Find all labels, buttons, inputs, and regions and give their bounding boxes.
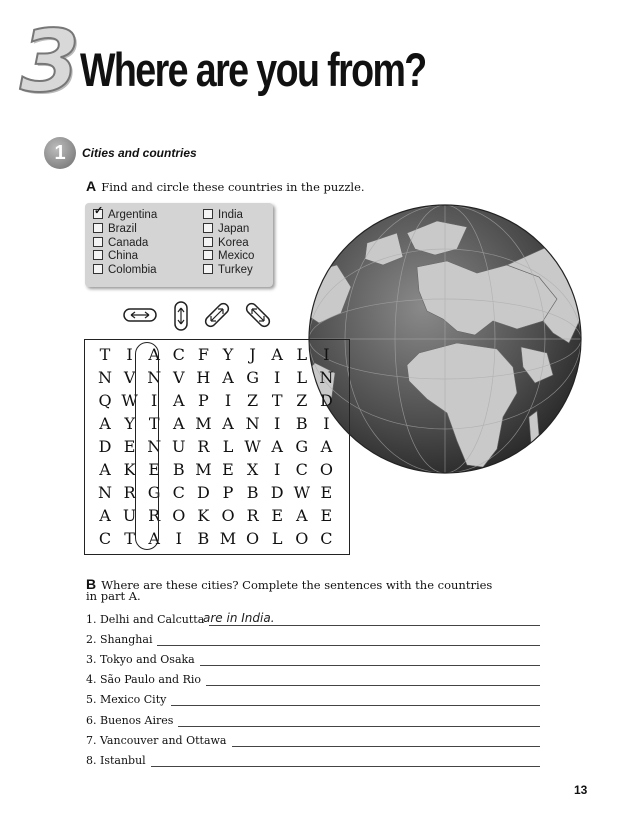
- sentence-prompt: 4. São Paulo and Rio: [86, 673, 201, 687]
- grid-letter[interactable]: Q: [98, 391, 112, 410]
- unit-number: 3: [20, 12, 80, 112]
- checkbox[interactable]: [93, 223, 103, 233]
- sentence-prompt: 8. Istanbul: [86, 753, 146, 767]
- grid-letter[interactable]: N: [147, 368, 162, 387]
- answer-line[interactable]: [178, 726, 540, 727]
- grid-letter[interactable]: A: [173, 391, 185, 410]
- checkbox[interactable]: [203, 237, 213, 247]
- grid-letter[interactable]: V: [123, 368, 136, 387]
- grid-letter[interactable]: R: [123, 483, 136, 502]
- checklist-item-label: Turkey: [218, 264, 253, 277]
- grid-letter[interactable]: I: [274, 414, 281, 433]
- checklist-item[interactable]: [93, 209, 157, 223]
- grid-letter[interactable]: U: [172, 437, 186, 456]
- grid-letter[interactable]: I: [274, 460, 281, 479]
- grid-letter[interactable]: A: [271, 345, 283, 364]
- grid-letter[interactable]: I: [323, 414, 330, 433]
- diagonal-up-arrow-icon: [203, 301, 231, 329]
- grid-letter[interactable]: L: [296, 368, 308, 387]
- checklist-item[interactable]: [203, 237, 254, 251]
- part-b-heading: [86, 574, 492, 593]
- grid-letter[interactable]: B: [172, 460, 185, 479]
- grid-letter[interactable]: G: [246, 368, 259, 387]
- grid-letter[interactable]: N: [245, 414, 260, 433]
- checklist-item-label: Brazil: [108, 222, 137, 235]
- grid-letter[interactable]: B: [295, 414, 308, 433]
- checkbox[interactable]: [203, 223, 213, 233]
- grid-letter[interactable]: J: [249, 345, 256, 364]
- grid-letter[interactable]: M: [195, 460, 212, 479]
- word-search-puzzle: [84, 339, 350, 555]
- checkbox[interactable]: [93, 237, 103, 247]
- checklist-item[interactable]: [93, 237, 157, 251]
- grid-letter[interactable]: A: [99, 414, 111, 433]
- grid-letter[interactable]: P: [222, 483, 234, 502]
- checklist-item[interactable]: [93, 250, 157, 264]
- grid-letter[interactable]: L: [222, 437, 234, 456]
- grid-letter[interactable]: I: [126, 345, 133, 364]
- sentence-prompt: 2. Shanghai: [86, 633, 153, 647]
- grid-letter[interactable]: W: [244, 437, 261, 456]
- checklist-item[interactable]: [203, 223, 254, 237]
- grid-letter[interactable]: A: [296, 506, 308, 525]
- grid-letter[interactable]: E: [123, 437, 136, 456]
- grid-letter[interactable]: Z: [247, 391, 259, 410]
- grid-letter[interactable]: G: [147, 483, 161, 502]
- grid-letter[interactable]: I: [175, 529, 182, 548]
- grid-letter[interactable]: B: [197, 529, 210, 548]
- checklist-item-label: China: [108, 250, 139, 263]
- grid-letter[interactable]: A: [320, 437, 333, 456]
- grid-letter[interactable]: T: [124, 529, 135, 548]
- part-b-instruction-line2: in part A.: [86, 589, 141, 603]
- grid-letter[interactable]: R: [246, 506, 259, 525]
- grid-letter[interactable]: I: [224, 391, 232, 410]
- grid-letter[interactable]: A: [173, 414, 185, 433]
- checklist-item[interactable]: [93, 264, 157, 278]
- checkbox-checked[interactable]: [93, 209, 103, 219]
- sentence-prompt: 6. Buenos Aires: [86, 713, 174, 727]
- answer-line[interactable]: [151, 766, 540, 767]
- grid-letter[interactable]: X: [246, 460, 259, 479]
- grid-letter[interactable]: A: [222, 414, 234, 433]
- checklist-item-label: Japan: [218, 222, 250, 235]
- grid-letter[interactable]: A: [99, 460, 111, 479]
- checkbox[interactable]: [203, 250, 213, 260]
- grid-letter[interactable]: E: [222, 460, 234, 479]
- grid-letter[interactable]: L: [296, 345, 308, 364]
- answer-line[interactable]: [200, 665, 540, 666]
- grid-letter[interactable]: T: [271, 391, 283, 410]
- grid-letter[interactable]: N: [98, 368, 112, 387]
- part-a-letter: A: [86, 178, 97, 194]
- handwritten-answer: are in India.: [203, 611, 275, 625]
- checkbox[interactable]: [93, 250, 103, 260]
- checklist-item-label: Korea: [218, 236, 249, 249]
- grid-letter[interactable]: I: [323, 345, 330, 364]
- grid-letter[interactable]: E: [271, 506, 284, 525]
- sentence-prompt: 3. Tokyo and Osaka: [86, 653, 195, 667]
- checklist-item-label: Mexico: [218, 250, 255, 263]
- answer-line[interactable]: [209, 625, 540, 626]
- grid-letter[interactable]: D: [98, 437, 112, 456]
- grid-letter[interactable]: O: [221, 506, 235, 525]
- grid-letter[interactable]: L: [271, 529, 283, 548]
- grid-letter[interactable]: A: [222, 368, 234, 387]
- part-a-instruction: Find and circle these countries in the puzzle.: [101, 180, 365, 194]
- grid-letter[interactable]: K: [197, 506, 210, 525]
- grid-letter[interactable]: T: [148, 414, 160, 433]
- grid-letter[interactable]: A: [148, 529, 160, 548]
- page-number: 13: [574, 783, 588, 797]
- grid-letter[interactable]: B: [246, 483, 259, 502]
- checklist-item-label: India: [218, 209, 243, 221]
- grid-letter[interactable]: C: [172, 483, 185, 502]
- grid-letter[interactable]: H: [196, 368, 211, 387]
- sentence-prompt: 5. Mexico City: [86, 693, 167, 707]
- checklist-item-label: Colombia: [108, 264, 157, 277]
- checkbox[interactable]: [203, 209, 213, 219]
- grid-letter[interactable]: E: [148, 460, 161, 479]
- checklist-item[interactable]: [203, 250, 254, 264]
- page-title: Where are you from?: [80, 43, 426, 96]
- grid-letter[interactable]: D: [319, 391, 333, 410]
- grid-letter[interactable]: U: [122, 506, 137, 525]
- grid-letter[interactable]: W: [293, 483, 311, 502]
- grid-letter[interactable]: A: [271, 437, 283, 456]
- grid-letter[interactable]: C: [98, 529, 112, 548]
- grid-letter[interactable]: Y: [124, 414, 135, 433]
- grid-letter[interactable]: C: [320, 529, 333, 548]
- grid-letter[interactable]: M: [195, 414, 212, 433]
- part-b-letter: B: [86, 576, 97, 592]
- grid-letter[interactable]: N: [319, 368, 334, 387]
- grid-letter[interactable]: Z: [296, 391, 308, 410]
- checklist-column-right: [203, 209, 254, 278]
- grid-letter[interactable]: A: [99, 506, 111, 525]
- checklist-column-left: [93, 209, 157, 278]
- answer-line[interactable]: [232, 746, 541, 747]
- grid-letter[interactable]: R: [148, 506, 161, 525]
- checklist-item-label: Argentina: [108, 209, 158, 221]
- checklist-item[interactable]: [203, 264, 254, 278]
- grid-letter[interactable]: O: [295, 529, 309, 548]
- grid-letter[interactable]: O: [172, 506, 186, 525]
- sentence-prompt: 1. Delhi and Calcutta: [86, 613, 205, 626]
- part-a-heading: [86, 176, 365, 195]
- grid-letter[interactable]: D: [196, 483, 210, 502]
- checklist-item-label: Canada: [108, 236, 149, 249]
- grid-letter[interactable]: Y: [222, 345, 234, 364]
- checklist-item[interactable]: [203, 209, 254, 223]
- grid-letter[interactable]: E: [320, 483, 333, 502]
- grid-letter[interactable]: C: [295, 460, 308, 479]
- sentence-prompt: 7. Vancouver and Ottawa: [86, 733, 227, 747]
- country-checklist: [85, 203, 273, 287]
- grid-letter[interactable]: R: [197, 437, 210, 456]
- answer-line[interactable]: [157, 645, 540, 646]
- section-number-badge: 1: [44, 137, 76, 169]
- grid-letter[interactable]: I: [151, 391, 158, 410]
- grid-letter[interactable]: O: [319, 460, 333, 479]
- grid-letter[interactable]: W: [121, 391, 138, 410]
- grid-letter[interactable]: E: [320, 506, 333, 525]
- grid-letter[interactable]: O: [246, 529, 260, 548]
- grid-letter[interactable]: G: [295, 437, 309, 456]
- answer-line[interactable]: [206, 685, 540, 686]
- part-b-instruction-line1: Where are these cities? Complete the sentences with the countries: [101, 578, 493, 592]
- grid-letter[interactable]: A: [148, 345, 160, 364]
- grid-letter[interactable]: C: [172, 345, 185, 364]
- grid-letter[interactable]: N: [147, 437, 162, 456]
- section-title: Cities and countries: [82, 146, 197, 160]
- diagonal-down-arrow-icon: [244, 301, 272, 329]
- vertical-arrow-icon: [172, 300, 190, 332]
- grid-letter[interactable]: K: [123, 460, 136, 479]
- grid-letter[interactable]: N: [98, 483, 112, 502]
- grid-letter[interactable]: I: [274, 368, 281, 387]
- grid-letter[interactable]: T: [99, 345, 111, 364]
- checklist-item[interactable]: [93, 223, 157, 237]
- circled-word-argentina: [135, 342, 159, 550]
- grid-letter[interactable]: P: [198, 391, 209, 410]
- checkbox[interactable]: [93, 264, 103, 274]
- grid-letter[interactable]: D: [270, 483, 284, 502]
- grid-letter[interactable]: M: [219, 529, 237, 548]
- grid-letter[interactable]: V: [173, 368, 185, 387]
- answer-line[interactable]: [171, 705, 540, 706]
- checkbox[interactable]: [203, 264, 213, 274]
- horizontal-arrow-icon: [122, 305, 158, 325]
- grid-letter[interactable]: F: [197, 345, 209, 364]
